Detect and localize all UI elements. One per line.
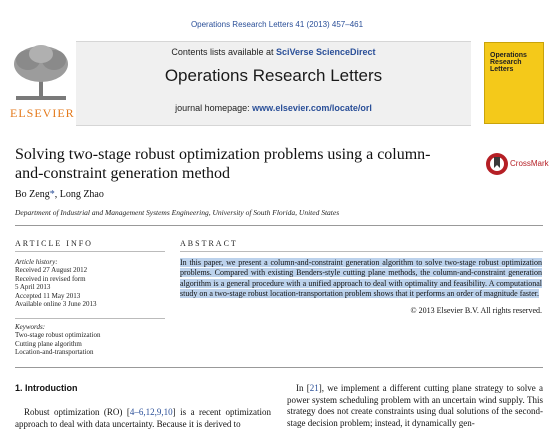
abstract-heading: ABSTRACT <box>180 239 238 248</box>
contents-line <box>76 47 471 57</box>
body-text: Robust optimization (RO) [ <box>24 407 130 417</box>
affiliation: Department of Industrial and Management Systems Engineering, University of South Florida, United States <box>15 208 340 217</box>
body-column-right <box>287 383 543 429</box>
corresponding-author-mark[interactable]: * <box>49 189 55 200</box>
homepage-link[interactable]: www.elsevier.com/locate/orl <box>252 103 372 113</box>
cover-title: Operations Research Letters <box>490 52 527 73</box>
keyword-item: Cutting plane algorithm <box>15 339 82 348</box>
contents-prefix: Contents lists available at <box>171 47 276 57</box>
divider <box>180 251 543 252</box>
history-item: Received 27 August 2012 <box>15 266 88 274</box>
history-item: Accepted 11 May 2013 <box>15 291 81 300</box>
divider <box>15 251 165 252</box>
history-list <box>15 266 170 309</box>
author-name[interactable]: Bo Zeng <box>15 189 50 200</box>
article-info-heading: ARTICLE INFO <box>15 239 93 248</box>
crossmark-icon <box>485 152 509 176</box>
history-label: Article history: <box>15 258 58 266</box>
homepage-prefix: journal homepage: <box>175 103 253 113</box>
elsevier-wordmark: ELSEVIER <box>10 106 75 120</box>
history-item: Available online 3 June 2013 <box>15 300 97 308</box>
copyright-notice: © 2013 Elsevier B.V. All rights reserved. <box>410 306 542 315</box>
divider <box>15 318 165 319</box>
section-heading-introduction: 1. Introduction <box>15 383 78 393</box>
divider <box>15 225 543 226</box>
keyword-item: Location-and-transportation <box>15 348 94 356</box>
keywords-label: Keywords: <box>15 323 46 331</box>
author-list <box>15 189 104 200</box>
history-item: 5 April 2013 <box>15 283 51 291</box>
body-text: ], we implement a different cutting plane strategy to solve a power system scheduling problem with an uncertain wind supply. This strategy does not create constraints using dual solutions of the second-stage decision problem; instead, it dynamically gen- <box>287 383 544 428</box>
author-name[interactable]: , Long Zhao <box>54 189 104 200</box>
journal-title[interactable]: Operations Research Letters <box>164 66 383 85</box>
divider <box>15 367 543 368</box>
journal-reference[interactable]: Operations Research Letters 41 (2013) 457–461 <box>190 20 364 29</box>
citation-link[interactable]: 21 <box>309 383 319 393</box>
body-text: ] is a recent optimization approach to deal with data uncertainty. Because it is derived to <box>15 407 271 429</box>
body-column-left <box>15 407 271 430</box>
crossmark-label[interactable]: CrossMark <box>510 159 549 168</box>
body-text: In [ <box>296 383 310 393</box>
homepage-line <box>76 103 471 113</box>
citation-link[interactable]: 4–6,12,9,10 <box>129 407 173 417</box>
keywords-list <box>15 331 170 357</box>
history-item: Received in revised form <box>15 274 86 283</box>
sciencedirect-link[interactable]: SciVerse ScienceDirect <box>275 47 376 57</box>
paper-title: Solving two-stage robust optimization problems using a column-and-constraint generation method <box>15 146 431 182</box>
abstract-text[interactable] <box>180 258 542 300</box>
abstract-selected-text[interactable]: In this paper, we present a column-and-constraint generation algorithm to solve two-stage robust optimization problems. Compared with existing Benders-style cutting plane methods, the column-and-constraint generation algorithm is a general procedure with a unified approach to deal with optimality and feasibility. A computational study on a two-stage robust location-transportation problem shows that it performs an order of magnitude faster. <box>180 258 542 299</box>
keyword-item: Two-stage robust optimization <box>15 331 101 339</box>
